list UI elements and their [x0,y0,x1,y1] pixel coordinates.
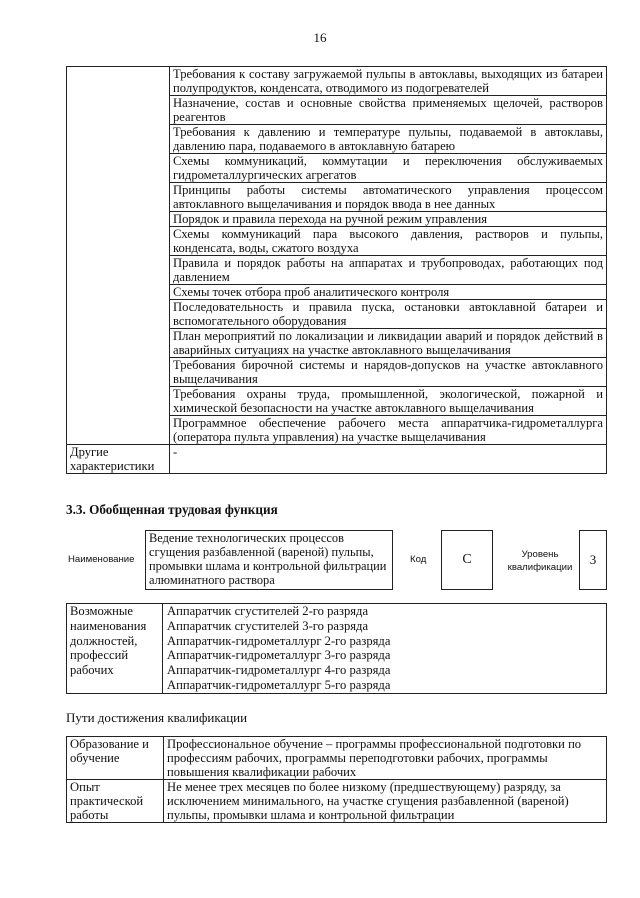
education-label: Образование и обучение [67,737,164,780]
list-item: Аппаратчик-гидрометаллург 3-го разряда [167,648,391,663]
qualification-table [66,736,607,823]
table-cell: Схемы коммуникаций, коммутации и переключения обслуживаемых гидрометаллургических агрегатов [170,154,607,183]
experience-value: Не менее трех месяцев по более низкому (предшествующему) разряду, за исключением минимального, на участке сгущения разбавленной (вареной) пульпы, промывки шлама и контрольной фильтрации [164,780,607,823]
table-cell: Правила и порядок работы на аппаратах и трубопроводах, работающих под давлением [170,256,607,285]
name-value: Ведение технологических процессов сгущения разбавленной (вареной) пульпы, промывки шлама и контрольной фильтрации алюминатного раствора [145,530,393,590]
list-item: Аппаратчик-гидрометаллург 2-го разряда [167,633,391,648]
requirements-table [66,66,607,474]
table-cell: Требования бирочной системы и нарядов-допусков на участке автоклавного выщелачивания [170,358,607,387]
positions-table [66,603,607,694]
positions-list [167,604,390,693]
level-label: Уровень квалификации [507,549,573,573]
positions-label: Возможные наименования должностей, профессий рабочих [67,604,163,693]
table-row [67,67,607,96]
code-value: C [441,530,493,590]
list-item: Аппаратчик сгустителей 2-го разряда [167,604,369,618]
name-label: Наименование [68,554,135,565]
table-cell: План мероприятий по локализации и ликвидации аварий и порядок действий в аварийных ситуациях на участке автоклавного выщелачивания [170,329,607,358]
experience-label: Опыт практической работы [67,780,164,823]
table-row [67,780,607,823]
table-cell: Назначение, состав и основные свойства применяемых щелочей, растворов реагентов [170,96,607,125]
table-cell: Порядок и правила перехода на ручной режим управления [170,212,607,227]
table-cell: Принципы работы системы автоматического управления процессом автоклавного выщелачивания и порядок ввода в нее данных [170,183,607,212]
education-value: Профессиональное обучение – программы профессиональной подготовки по профессиям рабочих, программы переподготовки рабочих, программы повышения квалификации рабочих [164,737,607,780]
list-item: Аппаратчик-гидрометаллург 4-го разряда [167,663,391,678]
page-number: 16 [313,30,327,45]
table-cell: Программное обеспечение рабочего места аппаратчика-гидрометаллурга (оператора пульта управления) на участке выщелачивания [170,416,607,445]
empty-cell [67,67,170,445]
other-value: - [170,445,607,474]
other-label: Другие характеристики [67,445,170,474]
table-cell: Последовательность и правила пуска, остановки автоклавной батареи и вспомогательного оборудования [170,300,607,329]
table-cell: Схемы точек отбора проб аналитического контроля [170,285,607,300]
table-row [67,737,607,780]
list-item: Аппаратчик сгустителей 3-го разряда [167,618,369,633]
level-value: 3 [579,530,607,590]
section-title: 3.3. Обобщенная трудовая функция [66,502,278,517]
table-cell: Требования к давлению и температуре пульпы, подаваемой в автоклавы, давлению пара, подаваемого в автоклавную батарею [170,125,607,154]
paths-title: Пути достижения квалификации [66,710,248,725]
table-cell: Требования к составу загружаемой пульпы в автоклавы, выходящих из батареи полупродуктов, конденсата, отводимого из подогревателей [170,67,607,96]
table-cell: Требования охраны труда, промышленной, экологической, пожарной и химической безопасности на участке автоклавного выщелачивания [170,387,607,416]
table-row [67,445,607,474]
table-cell: Схемы коммуникаций пара высокого давления, растворов и пульпы, конденсата, воды, сжатого воздуха [170,227,607,256]
list-item: Аппаратчик-гидрометаллург 5-го разряда [167,677,391,692]
code-label: Код [410,554,427,565]
